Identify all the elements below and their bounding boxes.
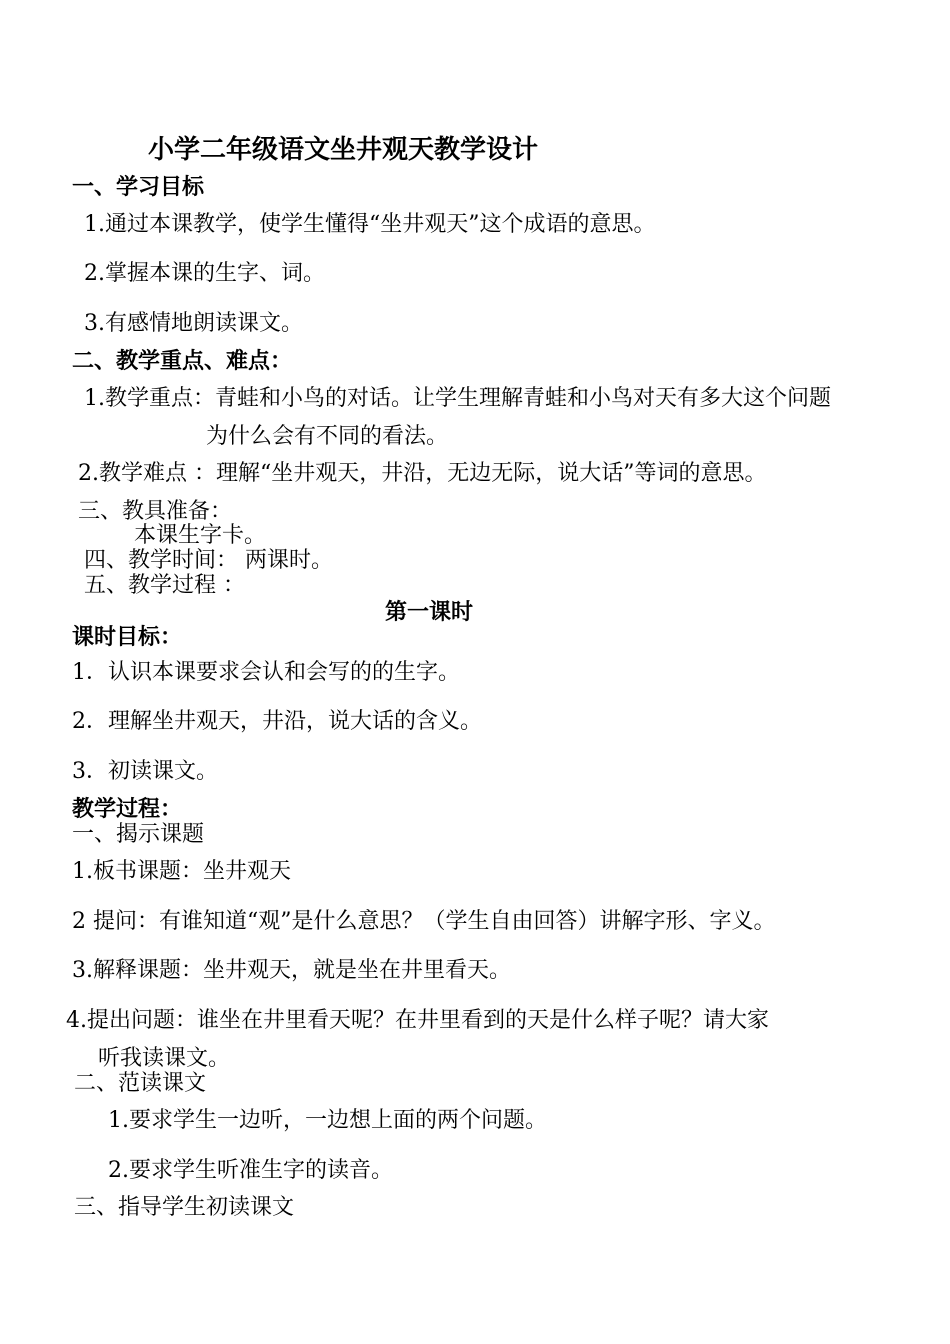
process-1-item-2: 2 提问：有谁知道“观”是什么意思？（学生自由回答）讲解字形、字义。 bbox=[72, 909, 776, 934]
key-point-line-1: 1.教学重点：青蛙和小鸟的对话。让学生理解青蛙和小鸟对天有多大这个问题 bbox=[84, 386, 831, 411]
lesson-goal-1: 1．认识本课要求会认和会写的的生字。 bbox=[72, 660, 460, 685]
process-2-item-1: 1.要求学生一边听，一边想上面的两个问题。 bbox=[108, 1108, 547, 1133]
process-2-heading: 二、范读课文 bbox=[74, 1071, 207, 1096]
process-1-heading: 一、揭示课题 bbox=[72, 822, 205, 847]
key-point-line-2: 为什么会有不同的看法。 bbox=[206, 424, 449, 449]
section-2-heading: 二、教学重点、难点： bbox=[72, 349, 293, 374]
process-2-item-2: 2.要求学生听准生字的读音。 bbox=[108, 1158, 393, 1183]
process-1-item-3: 3.解释课题：坐井观天，就是坐在井里看天。 bbox=[72, 958, 511, 983]
objective-1: 1.通过本课教学，使学生懂得“坐井观天”这个成语的意思。 bbox=[84, 212, 656, 237]
section-3-body: 本课生字卡。 bbox=[134, 523, 267, 548]
lesson-goals-heading: 课时目标： bbox=[72, 625, 183, 650]
process-1-item-4-line-2: 听我读课文。 bbox=[98, 1046, 231, 1071]
section-1-heading: 一、学习目标 bbox=[72, 175, 205, 200]
process-3-heading: 三、指导学生初读课文 bbox=[74, 1195, 295, 1220]
section-3-heading: 三、教具准备： bbox=[78, 499, 233, 524]
difficult-point: 2.教学难点 ：理解“坐井观天，井沿，无边无际，说大话”等词的意思。 bbox=[78, 461, 767, 486]
section-4: 四、教学时间： 两课时。 bbox=[84, 548, 333, 573]
lesson-goal-2: 2．理解坐井观天，井沿，说大话的含义。 bbox=[72, 709, 482, 734]
section-5: 五、教学过程 ： bbox=[84, 573, 245, 598]
objective-2: 2.掌握本课的生字、词。 bbox=[84, 261, 325, 286]
objective-3: 3.有感情地朗读课文。 bbox=[84, 311, 303, 336]
process-heading: 教学过程： bbox=[72, 797, 183, 822]
lesson-goal-3: 3．初读课文。 bbox=[72, 759, 218, 784]
process-1-item-4-line-1: 4.提出问题：谁坐在井里看天呢？在井里看到的天是什么样子呢？请大家 bbox=[66, 1008, 769, 1033]
document-title: 小学二年级语文坐井观天教学设计 bbox=[148, 135, 539, 165]
lesson-title: 第一课时 bbox=[385, 600, 474, 625]
process-1-item-1: 1.板书课题：坐井观天 bbox=[72, 859, 291, 884]
